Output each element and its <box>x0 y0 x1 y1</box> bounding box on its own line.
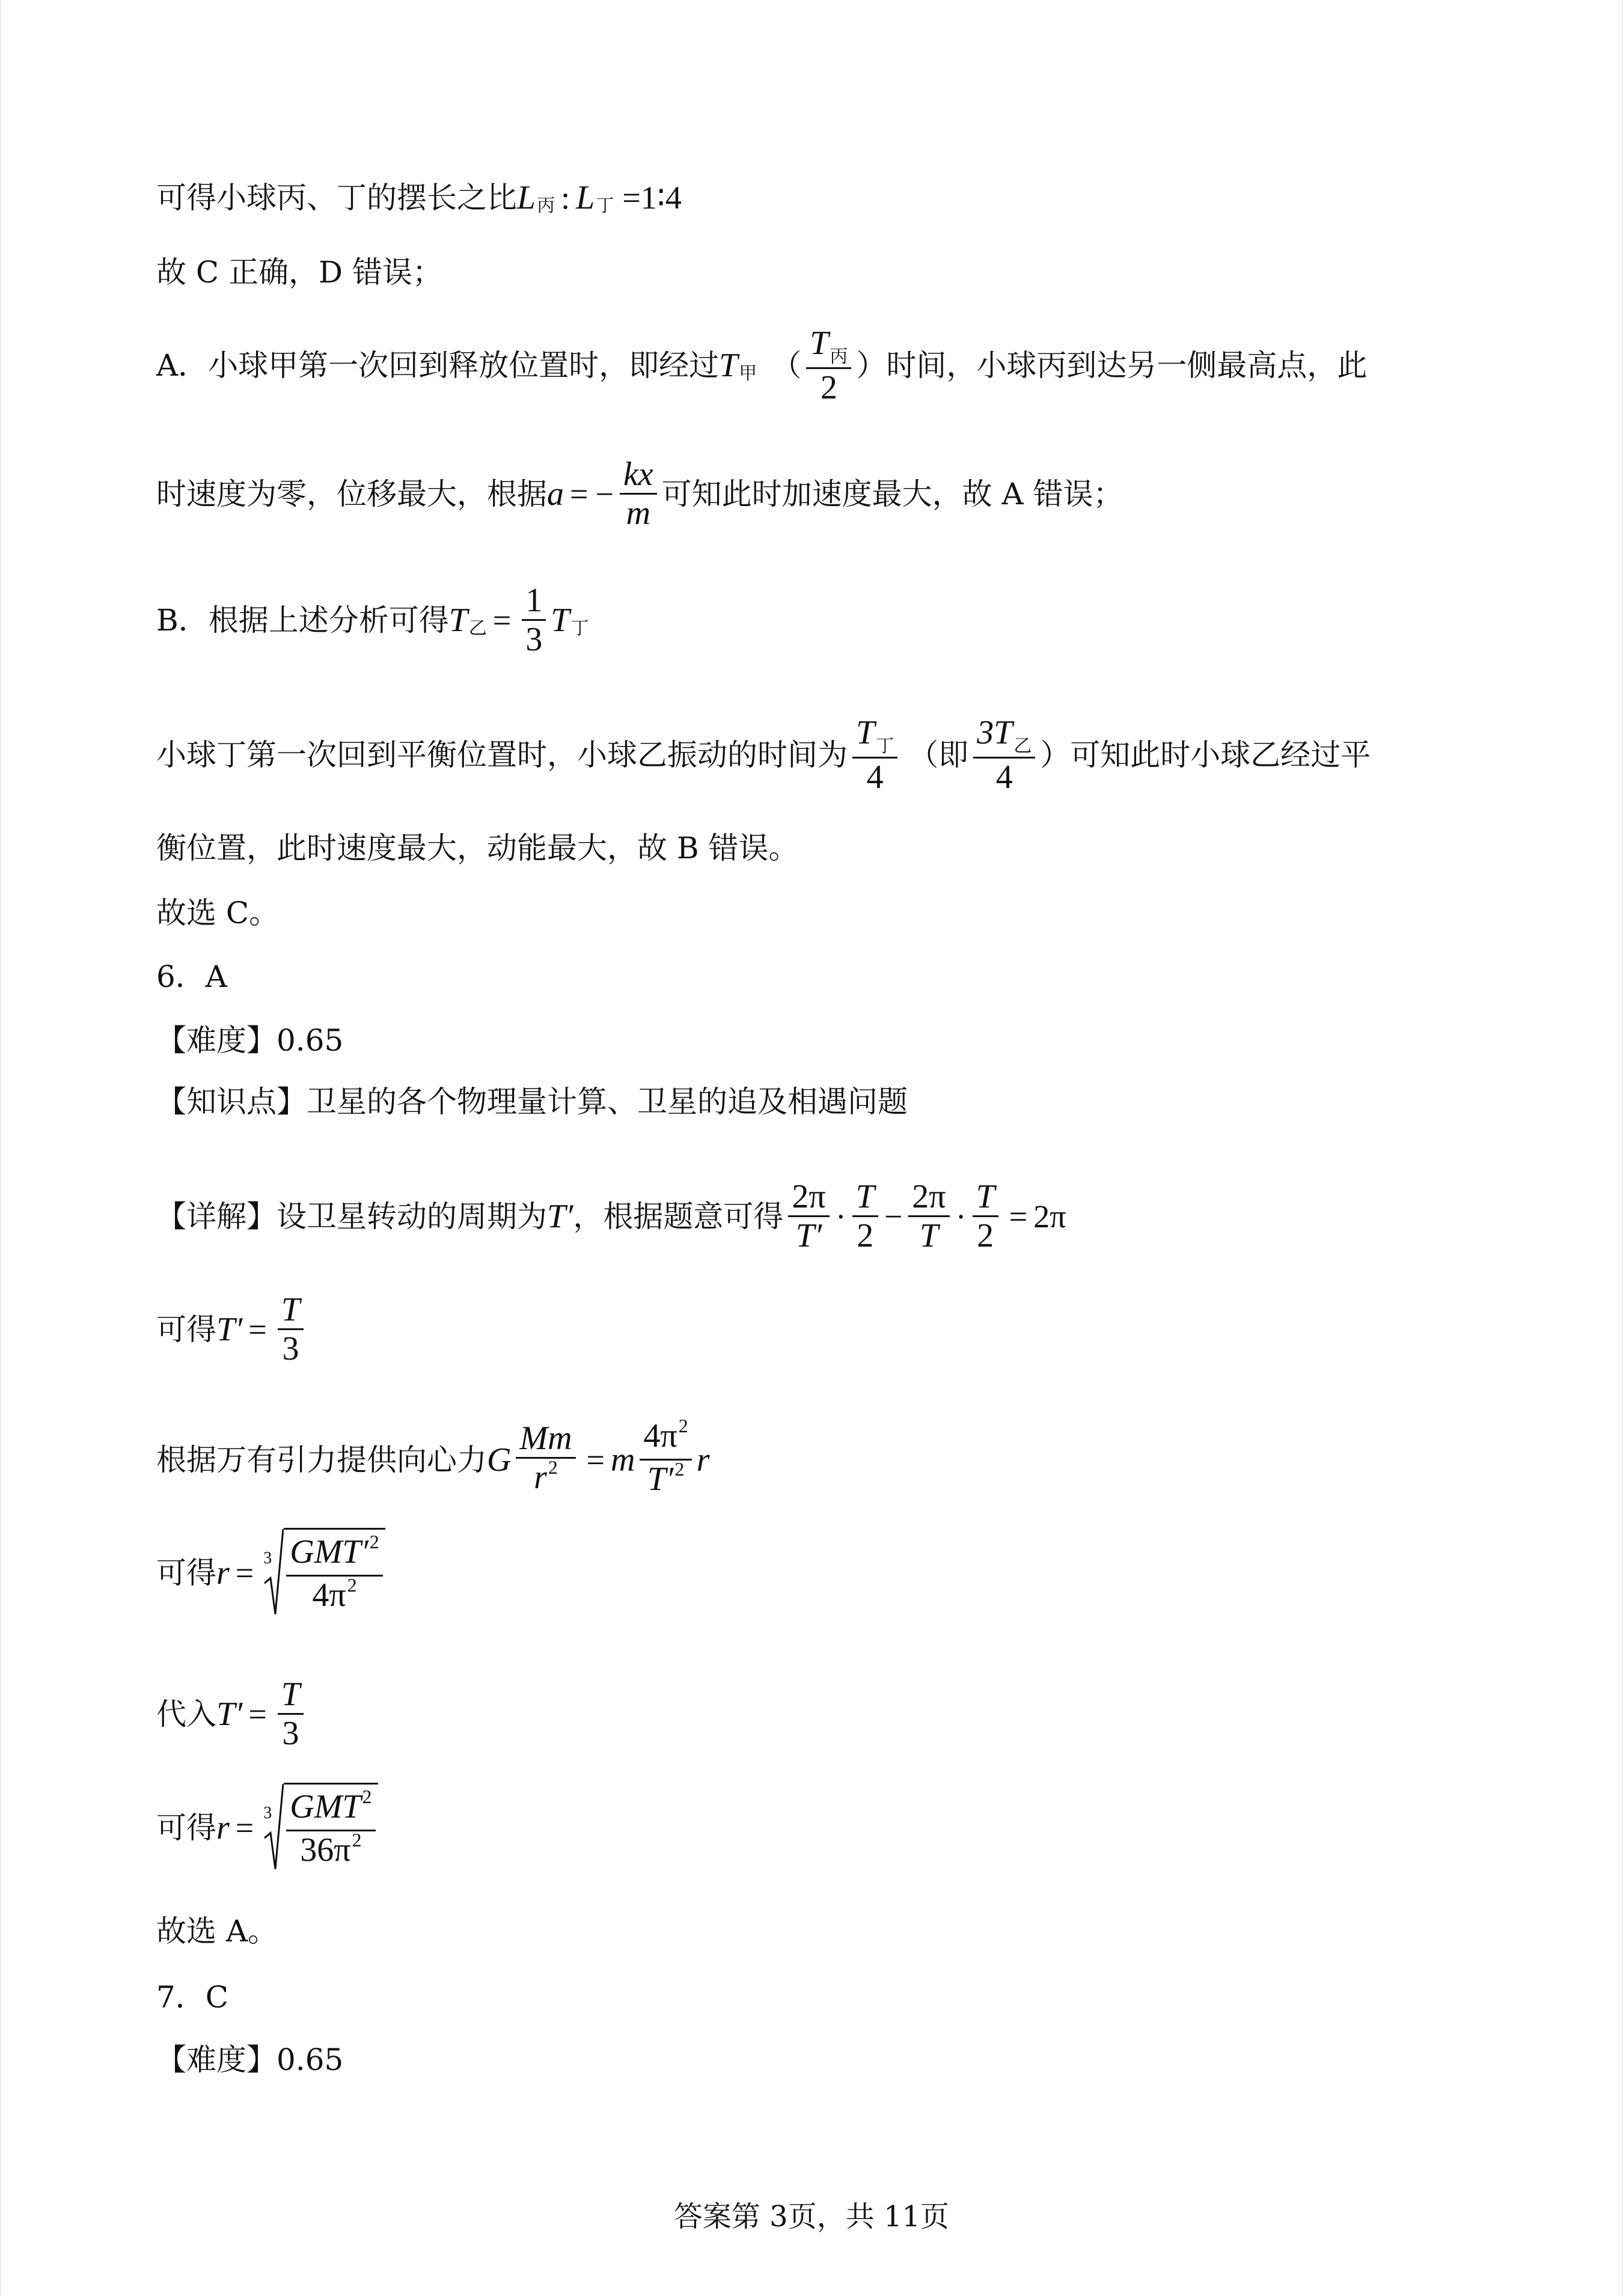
math-superscript: 2 <box>678 1415 688 1437</box>
fraction-2pi-over-Tprime <box>788 1178 829 1254</box>
math-symbol: G <box>487 1441 512 1479</box>
fraction-1-over-3 <box>522 582 546 658</box>
math-operator: : <box>561 180 570 216</box>
question-number-6 <box>156 957 227 997</box>
math-operator: · <box>955 1198 967 1235</box>
fraction-T-bing-over-2 <box>806 325 851 406</box>
math-symbol: T <box>719 347 738 384</box>
math-superscript: 2 <box>347 1574 357 1596</box>
math-symbol: m <box>626 495 651 532</box>
text-line-4 <box>156 456 1123 532</box>
math-operator: = <box>1009 1198 1028 1235</box>
math-symbol: T <box>856 714 875 751</box>
line-text: 故选 A。 <box>156 1914 278 1949</box>
line-text: ，根据题意可得 <box>573 1198 784 1234</box>
math-value: 2π <box>912 1178 946 1215</box>
math-operator: = <box>492 602 512 638</box>
text-line-1 <box>156 178 682 218</box>
line-text: 可得 <box>156 1810 216 1845</box>
math-symbol: T′ <box>795 1217 822 1254</box>
math-operator: = <box>235 1810 254 1846</box>
math-operator: − <box>595 475 614 512</box>
knowledge-point-line <box>156 1082 908 1122</box>
root-index: 3 <box>263 1549 272 1568</box>
math-value: 2π <box>792 1178 826 1215</box>
math-operator: = <box>570 475 588 512</box>
difficulty-line <box>156 1021 343 1060</box>
text-line-14 <box>156 1417 710 1502</box>
math-symbol: T <box>281 1676 301 1713</box>
math-value: =1∶4 <box>622 180 682 216</box>
math-symbol: T <box>919 1217 939 1254</box>
line-text: 故 C 正确，D 错误； <box>156 255 443 290</box>
math-superscript: 2 <box>369 1531 379 1553</box>
math-symbol: T <box>281 1291 301 1328</box>
math-value: 1 <box>525 582 543 619</box>
line-text: ）时间，小球丙到达另一侧最高点，此 <box>856 348 1368 383</box>
math-symbol: Mm <box>519 1419 572 1457</box>
math-subscript: 乙 <box>1013 736 1032 757</box>
fraction-2pi-over-T <box>908 1178 949 1254</box>
math-symbol: L <box>517 179 536 216</box>
math-symbol: GMT′ <box>290 1533 368 1571</box>
math-symbol: L <box>576 179 595 216</box>
fraction-T-over-2 <box>852 1178 878 1254</box>
math-subscript: 丁 <box>596 195 614 216</box>
line-text: 可得小球丙、丁的摆长之比 <box>156 180 517 215</box>
text-line-8 <box>156 893 279 933</box>
math-operator: = <box>235 1555 254 1591</box>
math-value: 4π <box>312 1577 346 1614</box>
line-text: B．根据上述分析可得 <box>156 602 449 638</box>
math-symbol: GMT <box>290 1788 361 1825</box>
math-subscript: 丁 <box>570 617 589 639</box>
math-value: 4π <box>643 1417 677 1455</box>
math-superscript: 2 <box>674 1458 685 1480</box>
math-value: 2 <box>857 1217 874 1254</box>
math-value: 2 <box>820 369 837 406</box>
line-text: 可知此时加速度最大，故 A 错误； <box>661 476 1123 511</box>
math-value: 4 <box>995 759 1013 796</box>
math-operator: = <box>586 1441 605 1478</box>
line-text: 7．C <box>156 1980 229 2015</box>
math-symbol: T′ <box>647 1461 674 1498</box>
line-text: 时速度为零，位移最大，根据 <box>156 476 547 511</box>
math-symbol: r <box>696 1441 710 1479</box>
math-superscript: 2 <box>362 1786 372 1807</box>
math-value: 3 <box>525 621 543 658</box>
line-text: 【知识点】卫星的各个物理量计算、卫星的追及相遇问题 <box>156 1084 908 1119</box>
line-text: 可得 <box>156 1311 216 1347</box>
math-subscript: 丁 <box>876 736 894 757</box>
fraction-kx-over-m <box>620 456 657 532</box>
text-line-6 <box>156 714 1371 796</box>
math-subscript: 丙 <box>537 195 555 216</box>
line-text: 代入 <box>156 1696 216 1732</box>
text-line-5 <box>156 582 589 658</box>
line-text: 【详解】设卫星转动的周期为 <box>156 1198 547 1234</box>
text-line-17 <box>156 1783 378 1873</box>
math-value: 2 <box>977 1217 994 1254</box>
line-text: 【难度】0.65 <box>156 2042 344 2077</box>
math-operator: = <box>248 1696 267 1732</box>
fraction-GMTprime2-over-4pi2 <box>286 1533 382 1618</box>
line-text: 衡位置，此时速度最大，动能最大，故 B 错误。 <box>156 831 799 866</box>
math-symbol: 3T <box>977 714 1013 751</box>
root-index: 3 <box>263 1804 272 1822</box>
math-symbol: r <box>534 1458 547 1496</box>
math-symbol: a <box>547 475 564 513</box>
math-symbol: T′ <box>547 1197 573 1235</box>
line-text: 可得 <box>156 1556 216 1590</box>
line-text: （ <box>771 348 802 383</box>
math-operator: − <box>884 1198 903 1235</box>
math-symbol: T <box>976 1178 995 1215</box>
math-value: 4 <box>866 759 884 796</box>
line-text: （即 <box>908 737 969 772</box>
line-text: 6．A <box>156 959 227 994</box>
explanation-line <box>156 1178 1066 1254</box>
math-operator: · <box>835 1198 846 1235</box>
text-line-7 <box>156 828 799 868</box>
text-line-15 <box>156 1528 385 1618</box>
text-line-3 <box>156 325 1367 406</box>
math-subscript: 乙 <box>468 617 487 639</box>
math-value: 3 <box>282 1715 299 1752</box>
math-symbol: T <box>855 1178 875 1215</box>
math-symbol: T <box>810 325 829 362</box>
math-subscript: 丙 <box>830 346 848 367</box>
math-symbol: m <box>611 1441 635 1479</box>
fraction-T-ding-over-4 <box>852 714 897 796</box>
page-footer: 答案第 3页，共 11页 <box>673 2200 950 2233</box>
question-number-7 <box>156 1977 228 2017</box>
fraction-GMT2-over-36pi2 <box>286 1788 375 1873</box>
text-line-2 <box>156 252 442 292</box>
math-operator: = <box>248 1311 267 1348</box>
line-text: 小球丁第一次回到平衡位置时，小球乙振动的时间为 <box>156 737 848 772</box>
math-symbol: T′ <box>216 1695 243 1733</box>
math-value: 2π <box>1033 1198 1066 1235</box>
line-text: A．小球甲第一次回到释放位置时，即经过 <box>156 348 720 383</box>
text-line-18 <box>156 1911 278 1951</box>
math-symbol: r <box>216 1554 230 1592</box>
math-superscript: 2 <box>548 1456 558 1478</box>
math-subscript: 甲 <box>739 363 757 384</box>
fraction-T-over-3 <box>278 1291 304 1367</box>
fraction-T-over-3 <box>278 1676 304 1752</box>
text-line-13 <box>156 1291 308 1367</box>
cube-root <box>263 1783 377 1873</box>
math-value: 3 <box>282 1330 299 1367</box>
cube-root <box>263 1528 385 1618</box>
fraction-T-over-2 <box>973 1178 998 1254</box>
math-superscript: 2 <box>352 1829 362 1851</box>
math-symbol: T <box>448 601 468 639</box>
math-value: 36π <box>300 1831 351 1869</box>
text-line-16 <box>156 1676 308 1752</box>
line-text: 【难度】0.65 <box>156 1023 344 1058</box>
line-text: ）可知此时小球乙经过平 <box>1040 737 1371 772</box>
math-symbol: r <box>216 1809 230 1846</box>
fraction-3T-yi-over-4 <box>973 714 1035 796</box>
difficulty-line <box>156 2040 343 2080</box>
fraction-Mm-over-r2 <box>516 1420 575 1500</box>
math-symbol: T′ <box>216 1310 243 1348</box>
line-text: 故选 C。 <box>156 896 280 930</box>
line-text: 根据万有引力提供向心力 <box>156 1442 487 1477</box>
math-symbol: kx <box>623 456 653 493</box>
fraction-4pi2-over-Tprime2 <box>640 1417 691 1502</box>
math-symbol: T <box>551 601 570 639</box>
